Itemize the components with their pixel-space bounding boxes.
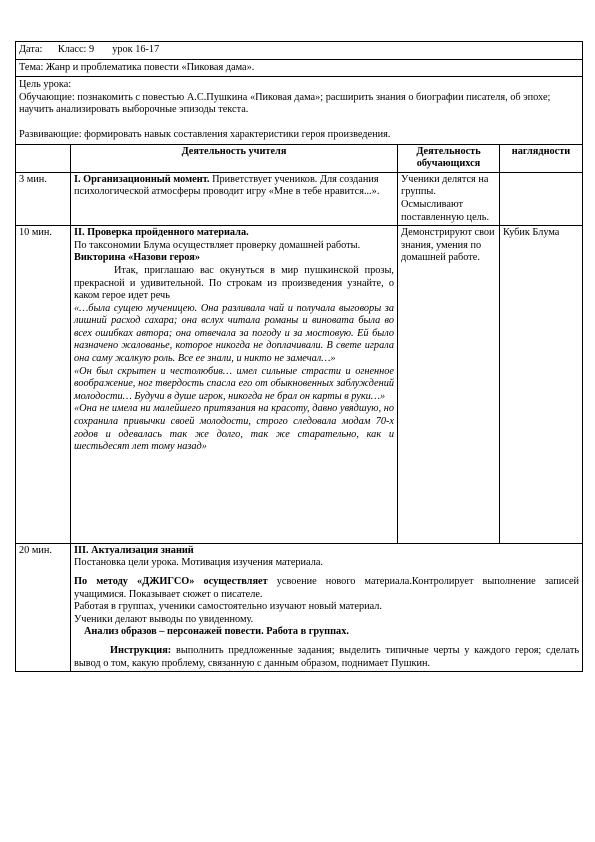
- instruction: Инструкция: выполнить предложенные задания; выделить типичные черты у каждого героя; сделать вывод о том, какую проблему, связанную с данным образом, поднимает Пушкин.: [74, 644, 580, 669]
- lesson-plan-table: [15, 41, 583, 672]
- lesson-number: урок 16-17: [112, 44, 160, 55]
- stage-time: 10 мин.: [16, 226, 71, 544]
- column-header-row: [16, 144, 583, 172]
- stage-p3: Работая в группах, ученики самостоятельно изучают новый материал.: [74, 601, 382, 613]
- stage-row-2: [16, 226, 583, 544]
- stage-text: Приветствует учеников. Для создания психологической атмосферы проводит игру «Мне в тебе нравится...».: [74, 173, 380, 198]
- stage-row-3: [16, 543, 583, 671]
- quiz-title: Викторина «Назови героя»: [74, 252, 200, 264]
- stage-title: I. Организационный момент.: [74, 173, 210, 185]
- stage-p2: По методу «ДЖИГСО» осуществляет усвоение нового материала.Контролирует выполнение записей учащимися. Показывает сюжет о писателе.: [74, 576, 580, 600]
- date-label: Дата:: [19, 44, 43, 55]
- stage-row-1: [16, 172, 583, 225]
- visual-aid: Кубик Блума: [500, 226, 583, 544]
- stage-text: По таксономии Блума осуществляет проверку домашней работы.: [74, 239, 361, 251]
- stage-title: III. Актуализация знаний: [74, 544, 194, 556]
- students-activity: Ученики делятся на группы. Осмысливают поставленную цель.: [398, 172, 500, 225]
- stage-p5: Анализ образов – персонажей повести. Работа в группах.: [84, 626, 349, 638]
- stage-title: II. Проверка пройденного материала.: [74, 227, 249, 239]
- stage-time: 20 мин.: [16, 543, 71, 671]
- quote-1: «…была сущею мученицею. Она разливала чай и получала выговоры за лишний расход сахара; она вслух читала романы и виновата была во всех ошибках автора; она отвечала за погоду и за мостовую. Ей было назначено жалованье, которое никогда не доплачивали. В свете играла она саму жалкую роль. Все ее знали, и никто не замечал…»: [74, 302, 394, 365]
- stage-time: 3 мин.: [16, 172, 71, 225]
- lesson-topic: Тема: Жанр и проблематика повести «Пиковая дама».: [19, 61, 255, 73]
- goal-title: Цель урока:: [19, 79, 72, 91]
- students-activity: Демонстрируют свои знания, умения по домашней работе.: [398, 226, 500, 544]
- col-visual: наглядности: [500, 144, 583, 172]
- header-row: [16, 42, 583, 60]
- goal-developing: Развивающие: формировать навык составления характеристики героя произведения.: [19, 128, 391, 140]
- goal-teaching: Обучающие: познакомить с повестью А.С.Пушкина «Пиковая дама»; расширить знания о биографии писателя, об эпохе; научить анализировать выборочные эпизоды текста.: [19, 91, 551, 116]
- quote-2: «Он был скрытен и честолюбив… имел сильные страсти и огненное воображение, ног твердость спасла его от обыкновенных заблуждений молодости… Будучи в душе игрок, никогда не брал он карты в руки…»: [74, 365, 394, 402]
- stage-p1: Постановка цели урока. Мотивация изучения материала.: [74, 557, 323, 569]
- topic-row: [16, 59, 583, 77]
- stage-p4: Ученики делают выводы по увиденному.: [74, 613, 254, 625]
- visual-aid: [500, 172, 583, 225]
- goal-row: [16, 77, 583, 144]
- col-students: Деятельность обучающихся: [398, 144, 500, 172]
- quiz-intro: Итак, приглашаю вас окунуться в мир пушкинской прозы, прекрасной и удивительной. По строкам из произведения узнайте, о каком герое идет речь: [74, 264, 394, 302]
- quote-3: «Она не имела ни малейшего притязания на красоту, давно увядшую, но сохранила привычки своей молодости, строго следовала модам 70-х годов и одевалась так же долго, так же старательно, как и шестьдесят лет тому назад»: [74, 403, 394, 453]
- col-teacher: Деятельность учителя: [71, 144, 398, 172]
- class-label: Класс: 9: [57, 44, 95, 55]
